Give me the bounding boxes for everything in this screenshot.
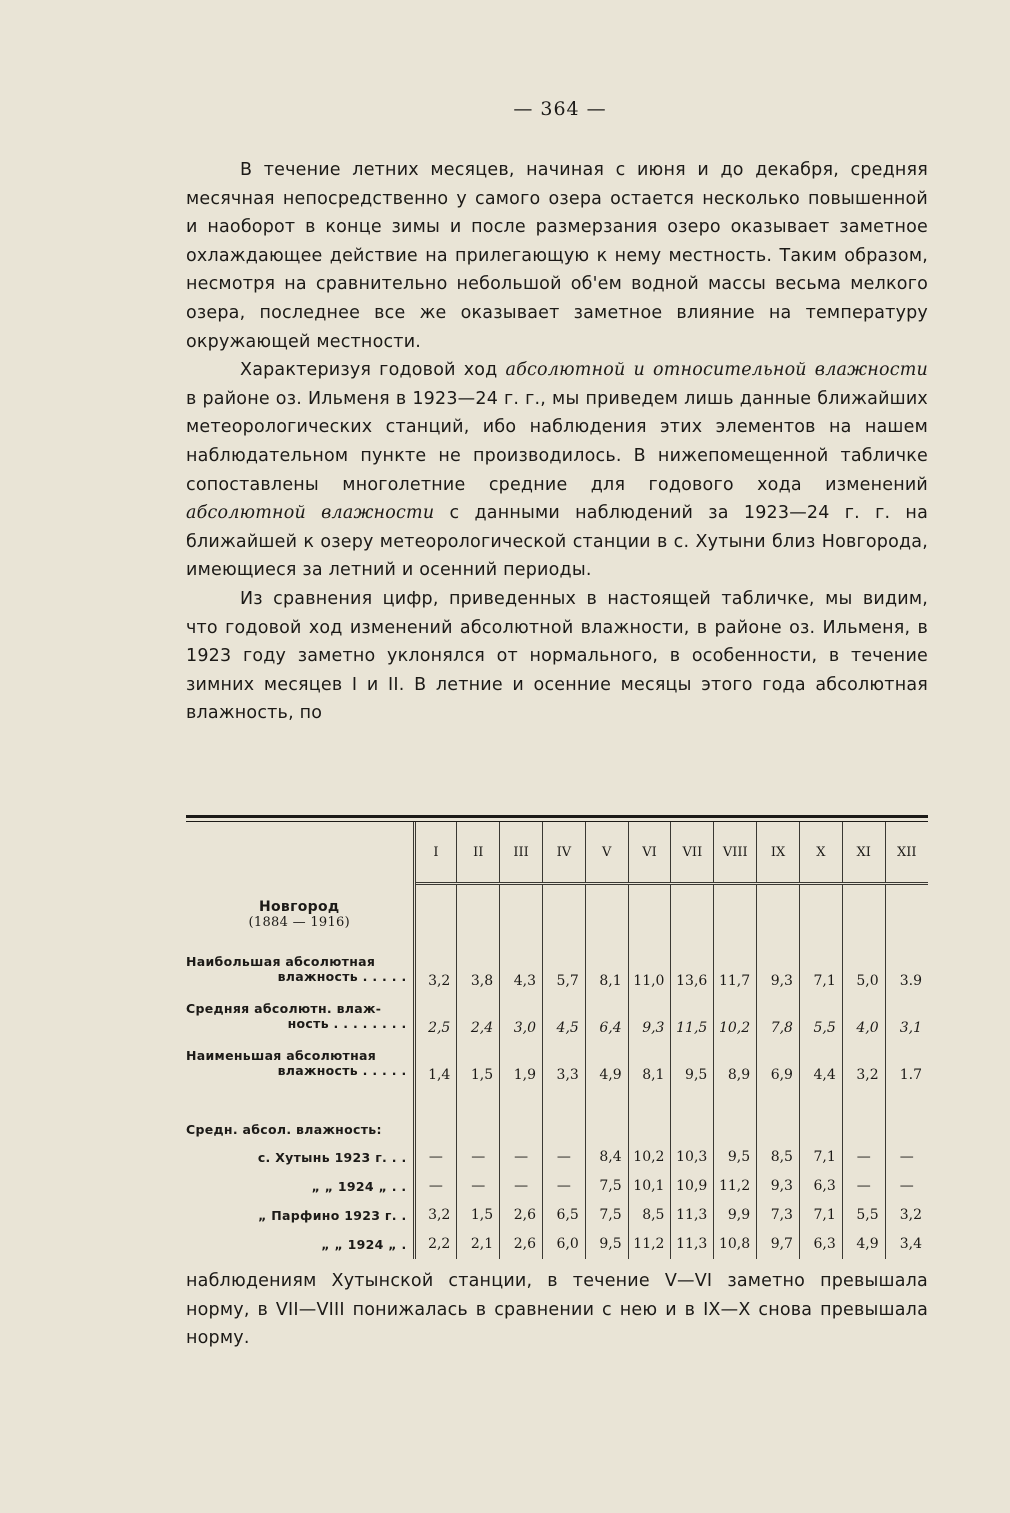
value-cell: 7,1 — [799, 946, 842, 993]
table-row — [186, 1201, 928, 1230]
value-cell: 11,7 — [714, 946, 757, 993]
value-cell: 10,2 — [628, 1143, 671, 1172]
value-cell: 2,4 — [457, 993, 500, 1040]
month-header: I — [414, 822, 457, 884]
header-corner — [186, 822, 414, 884]
month-header: II — [457, 822, 500, 884]
value-cell: — — [414, 1172, 457, 1201]
value-cell: 3,2 — [899, 1207, 922, 1223]
value-cell: 5,5 — [799, 993, 842, 1040]
empty-cell — [585, 884, 628, 946]
value-cell: 9,3 — [628, 993, 671, 1040]
value-cell: 7,5 — [585, 1172, 628, 1201]
value-cell: 5,0 — [842, 946, 885, 993]
value-cell: 7,5 — [585, 1201, 628, 1230]
value-cell: 7,3 — [757, 1201, 800, 1230]
month-header: XII — [885, 822, 928, 884]
value-cell: 1,5 — [457, 1201, 500, 1230]
value-cell: 2,6 — [500, 1230, 543, 1259]
value-cell: 8,5 — [757, 1143, 800, 1172]
value-cell: — — [457, 1172, 500, 1201]
value-cell: 6,0 — [542, 1230, 585, 1259]
value-cell: 4,0 — [842, 993, 885, 1040]
row-label-line-1: Наименьшая абсолютная — [186, 1048, 377, 1063]
value-cell: 7,1 — [799, 1143, 842, 1172]
table-row — [186, 1040, 928, 1087]
value-cell: 3,3 — [542, 1040, 585, 1087]
month-header: XI — [842, 822, 885, 884]
table-body — [186, 822, 928, 1259]
value-cell: 3,2 — [414, 1201, 457, 1230]
value-cell: — — [842, 1143, 885, 1172]
month-header: V — [585, 822, 628, 884]
value-cell: — — [899, 1178, 914, 1194]
p2-emphasis-2: абсолютной влажности — [186, 503, 435, 524]
value-cell: 8,1 — [585, 946, 628, 993]
empty-cell — [414, 1087, 457, 1143]
value-cell: — — [842, 1172, 885, 1201]
table-row — [186, 1143, 928, 1172]
table-header-row — [186, 822, 928, 884]
subhead-label: Средн. абсол. влажность: — [186, 1087, 414, 1143]
value-cell: 11,3 — [671, 1201, 714, 1230]
paragraph-2 — [186, 356, 928, 585]
empty-cell — [414, 884, 457, 946]
value-cell: 11,2 — [628, 1230, 671, 1259]
empty-cell — [714, 884, 757, 946]
value-cell: 3.9 — [899, 972, 922, 989]
value-cell: 5,5 — [842, 1201, 885, 1230]
value-cell: — — [542, 1172, 585, 1201]
empty-cell — [842, 1087, 885, 1143]
value-cell: — — [457, 1143, 500, 1172]
month-header: IV — [542, 822, 585, 884]
city-label — [186, 884, 414, 946]
value-cell: 9,5 — [714, 1143, 757, 1172]
empty-cell — [500, 884, 543, 946]
empty-cell — [885, 1087, 928, 1143]
value-cell: — — [414, 1143, 457, 1172]
value-cell: 11,3 — [671, 1230, 714, 1259]
humidity-table — [186, 815, 928, 1259]
value-cell: 6,3 — [799, 1230, 842, 1259]
paragraph-1: В течение летних месяцев, начиная с июня и до декабря, средняя месячная непосредственно у самого озера остается несколько повышенной и наоборот в конце зимы и после размерзания озеро оказывает заметное охлаждающее действие на прилегающую к нему местность. Таким образом, несмотря на сравнительно небольшой об'ем водной массы весьма мелкого озера, последнее все же оказывает заметное влияние на температуру окружающей местности. — [186, 160, 928, 352]
value-cell: — — [899, 1149, 914, 1165]
month-header: III — [500, 822, 543, 884]
value-cell: 10,1 — [628, 1172, 671, 1201]
value-cell: 6,3 — [799, 1172, 842, 1201]
value-cell: 1,5 — [457, 1040, 500, 1087]
empty-cell — [585, 1087, 628, 1143]
empty-cell — [671, 884, 714, 946]
value-cell: 2,5 — [414, 993, 457, 1040]
value-cell: 10,8 — [714, 1230, 757, 1259]
row-label — [186, 946, 414, 993]
empty-cell — [757, 884, 800, 946]
value-cell: 13,6 — [671, 946, 714, 993]
value-cell: 9,5 — [671, 1040, 714, 1087]
value-cell: 9,3 — [757, 1172, 800, 1201]
value-cell: 5,7 — [542, 946, 585, 993]
empty-cell — [671, 1087, 714, 1143]
empty-cell — [542, 884, 585, 946]
p2-emphasis-1: абсолютной и относительной влажности — [505, 360, 928, 381]
value-cell: 9,5 — [585, 1230, 628, 1259]
value-cell: 3,8 — [457, 946, 500, 993]
month-header: VII — [671, 822, 714, 884]
p2-text-2: в районе оз. Ильменя в 1923—24 г. г., мы приведем лишь данные ближайших метеорологических станций, ибо наблюдения этих элементов на нашем наблюдательном пункте не производилось. В нижепомещенной табличке сопоставлены многолетние средние для годового хода изменений — [186, 388, 928, 495]
value-cell: 4,9 — [842, 1230, 885, 1259]
value-cell: 6,9 — [757, 1040, 800, 1087]
subhead-row — [186, 1087, 928, 1143]
value-cell: 3,2 — [842, 1040, 885, 1087]
empty-cell — [457, 884, 500, 946]
empty-cell — [542, 1087, 585, 1143]
table-row — [186, 1172, 928, 1201]
row-label-line-2: влажность . . . . . — [277, 969, 407, 984]
value-cell: 3,0 — [500, 993, 543, 1040]
city-name: Новгород — [259, 899, 340, 915]
city-years: (1884 — 1916) — [248, 915, 350, 930]
value-cell: 6,5 — [542, 1201, 585, 1230]
value-cell: 9,7 — [757, 1230, 800, 1259]
value-cell: — — [542, 1143, 585, 1172]
empty-cell — [757, 1087, 800, 1143]
value-cell: — — [500, 1143, 543, 1172]
table-row — [186, 993, 928, 1040]
p2-text-3: с данными наблюдений за 1923—24 г. г. на ближайшей к озеру метеорологической станции в с. Хутыни близ Новгорода, имеющиеся за летний и осенний периоды. — [186, 503, 928, 581]
empty-cell — [842, 884, 885, 946]
value-cell: 10,3 — [671, 1143, 714, 1172]
table-row — [186, 946, 928, 993]
p2-text-1: Характеризуя годовой ход — [240, 360, 506, 381]
empty-cell — [799, 884, 842, 946]
value-cell: 4,5 — [542, 993, 585, 1040]
row-label: „ „ 1924 „ . . — [186, 1172, 414, 1201]
value-cell: 4,3 — [500, 946, 543, 993]
row-label: с. Хутынь 1923 г. . . — [186, 1143, 414, 1172]
page-number: — 364 — — [513, 98, 607, 120]
value-cell: 7,8 — [757, 993, 800, 1040]
paragraph-4: наблюдениям Хутынской станции, в течение V—VI заметно превышала норму, в VII—VIII понижалась в сравнении с нею и в IX—X снова превышала норму. — [186, 1271, 928, 1349]
value-cell: 2,6 — [500, 1201, 543, 1230]
value-cell: 10,9 — [671, 1172, 714, 1201]
paragraph-3: Из сравнения цифр, приведенных в настоящей табличке, мы видим, что годовой ход изменений абсолютной влажности, в районе оз. Ильменя, в 1923 году заметно уклонялся от нормального, в особенности, в течение зимних месяцев I и II. В летние и осенние месяцы этого года абсолютная влажность, по — [186, 588, 928, 724]
empty-cell — [457, 1087, 500, 1143]
row-label: „ Парфино 1923 г. . — [186, 1201, 414, 1230]
table-row — [186, 1230, 928, 1259]
value-cell: — — [500, 1172, 543, 1201]
value-cell: 7,1 — [799, 1201, 842, 1230]
value-cell: 9,3 — [757, 946, 800, 993]
empty-cell — [799, 1087, 842, 1143]
value-cell: 11,5 — [671, 993, 714, 1040]
value-cell: 11,2 — [714, 1172, 757, 1201]
value-cell: 1,4 — [414, 1040, 457, 1087]
empty-cell — [885, 884, 928, 946]
month-header: X — [799, 822, 842, 884]
value-cell: 1.7 — [899, 1066, 922, 1083]
value-cell: 1,9 — [500, 1040, 543, 1087]
value-cell: 6,4 — [585, 993, 628, 1040]
value-cell: 3,1 — [899, 1019, 922, 1036]
month-header: VI — [628, 822, 671, 884]
value-cell: 3,4 — [899, 1236, 922, 1252]
row-label-line-1: Средняя абсолютн. влаж- — [186, 1001, 382, 1016]
city-row — [186, 884, 928, 946]
month-header: IX — [757, 822, 800, 884]
value-cell: 9,9 — [714, 1201, 757, 1230]
table-top-rule — [186, 815, 928, 818]
empty-cell — [500, 1087, 543, 1143]
value-cell: 2,2 — [414, 1230, 457, 1259]
value-cell: 2,1 — [457, 1230, 500, 1259]
row-label-line-2: ность . . . . . . . . — [287, 1016, 407, 1031]
value-cell: 10,2 — [714, 993, 757, 1040]
body-text-bottom — [186, 1267, 928, 1353]
empty-cell — [628, 884, 671, 946]
humidity-data-table — [186, 822, 928, 1259]
value-cell: 11,0 — [628, 946, 671, 993]
empty-cell — [714, 1087, 757, 1143]
row-label-line-1: Наибольшая абсолютная — [186, 954, 376, 969]
row-label — [186, 1040, 414, 1087]
row-label-line-2: влажность . . . . . — [277, 1063, 407, 1078]
row-label — [186, 993, 414, 1040]
value-cell: 8,1 — [628, 1040, 671, 1087]
body-text-top — [186, 156, 928, 728]
empty-cell — [628, 1087, 671, 1143]
row-label: „ „ 1924 „ . — [186, 1230, 414, 1259]
value-cell: 4,9 — [585, 1040, 628, 1087]
value-cell: 8,9 — [714, 1040, 757, 1087]
value-cell: 8,4 — [585, 1143, 628, 1172]
value-cell: 3,2 — [414, 946, 457, 993]
value-cell: 4,4 — [799, 1040, 842, 1087]
month-header: VIII — [714, 822, 757, 884]
value-cell: 8,5 — [628, 1201, 671, 1230]
